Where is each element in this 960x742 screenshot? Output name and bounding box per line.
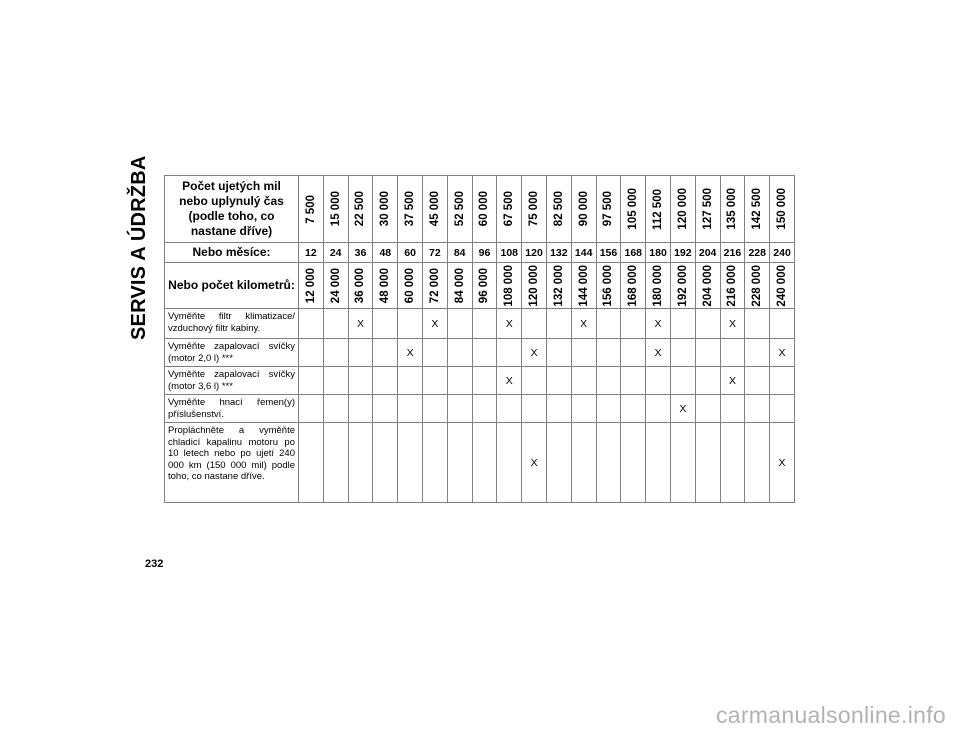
service-mark xyxy=(621,367,646,395)
service-mark xyxy=(522,309,547,339)
km-cell xyxy=(596,263,621,309)
km-value: 60 000 xyxy=(404,267,417,304)
service-mark xyxy=(299,395,324,423)
miles-value: 97 500 xyxy=(602,191,615,227)
months-value: 96 xyxy=(472,243,497,263)
service-mark xyxy=(299,367,324,395)
miles-cell xyxy=(670,176,695,243)
service-mark xyxy=(596,367,621,395)
service-mark xyxy=(398,367,423,395)
service-mark: X xyxy=(398,339,423,367)
km-cell xyxy=(373,263,398,309)
service-mark xyxy=(571,423,596,503)
miles-cell xyxy=(720,176,745,243)
service-mark xyxy=(745,423,770,503)
service-mark: X xyxy=(422,309,447,339)
service-mark xyxy=(472,423,497,503)
service-mark xyxy=(299,309,324,339)
miles-value: 30 000 xyxy=(379,191,392,227)
miles-value: 82 500 xyxy=(552,191,565,227)
service-mark xyxy=(472,309,497,339)
miles-value: 150 000 xyxy=(776,188,789,230)
service-mark xyxy=(596,395,621,423)
months-value: 48 xyxy=(373,243,398,263)
km-value: 204 000 xyxy=(701,264,714,307)
service-mark xyxy=(472,367,497,395)
months-value: 120 xyxy=(522,243,547,263)
table-row xyxy=(165,395,795,423)
service-mark: X xyxy=(720,309,745,339)
miles-cell xyxy=(596,176,621,243)
service-mark xyxy=(745,367,770,395)
service-mark: X xyxy=(522,339,547,367)
miles-value: 135 000 xyxy=(726,188,739,230)
months-value: 132 xyxy=(546,243,571,263)
service-mark xyxy=(546,339,571,367)
km-cell xyxy=(497,263,522,309)
service-mark xyxy=(422,423,447,503)
service-mark xyxy=(323,309,348,339)
km-value: 228 000 xyxy=(751,264,764,307)
service-mark xyxy=(670,309,695,339)
section-title: SERVIS A ÚDRŽBA xyxy=(128,155,150,340)
service-mark xyxy=(571,367,596,395)
miles-value: 15 000 xyxy=(329,191,342,227)
miles-value: 90 000 xyxy=(577,191,590,227)
service-mark xyxy=(695,339,720,367)
months-value: 228 xyxy=(745,243,770,263)
km-value: 180 000 xyxy=(652,264,665,307)
miles-value: 75 000 xyxy=(528,191,541,227)
service-mark xyxy=(621,423,646,503)
miles-cell xyxy=(422,176,447,243)
service-mark xyxy=(348,395,373,423)
service-task-label: Vyměňte hnací řemen(y) příslušenství. xyxy=(165,395,299,423)
service-mark: X xyxy=(770,339,795,367)
service-mark xyxy=(422,339,447,367)
miles-cell xyxy=(447,176,472,243)
km-value: 72 000 xyxy=(428,267,441,304)
miles-value: 67 500 xyxy=(503,191,516,227)
miles-cell xyxy=(373,176,398,243)
service-mark xyxy=(695,309,720,339)
service-mark xyxy=(323,423,348,503)
months-value: 12 xyxy=(299,243,324,263)
service-mark xyxy=(720,339,745,367)
service-mark xyxy=(770,395,795,423)
service-mark xyxy=(323,339,348,367)
km-value: 12 000 xyxy=(304,267,317,304)
months-value: 36 xyxy=(348,243,373,263)
miles-header-row xyxy=(165,176,795,243)
km-cell xyxy=(571,263,596,309)
months-value: 72 xyxy=(422,243,447,263)
service-mark xyxy=(571,339,596,367)
service-mark xyxy=(646,367,671,395)
miles-value: 127 500 xyxy=(701,188,714,230)
service-mark xyxy=(546,423,571,503)
service-mark xyxy=(646,423,671,503)
km-value: 48 000 xyxy=(379,267,392,304)
km-cell xyxy=(447,263,472,309)
service-mark xyxy=(745,395,770,423)
months-value: 204 xyxy=(695,243,720,263)
months-value: 84 xyxy=(447,243,472,263)
table-row xyxy=(165,423,795,503)
maintenance-schedule-table xyxy=(164,175,795,503)
service-mark: X xyxy=(522,423,547,503)
miles-cell xyxy=(646,176,671,243)
km-value: 108 000 xyxy=(503,264,516,307)
km-value: 216 000 xyxy=(726,264,739,307)
months-value: 168 xyxy=(621,243,646,263)
service-mark xyxy=(670,423,695,503)
km-cell xyxy=(472,263,497,309)
table-row xyxy=(165,339,795,367)
km-value: 156 000 xyxy=(602,264,615,307)
service-mark xyxy=(398,309,423,339)
miles-value: 45 000 xyxy=(428,191,441,227)
service-mark xyxy=(522,367,547,395)
service-mark xyxy=(497,339,522,367)
km-cell xyxy=(299,263,324,309)
service-mark xyxy=(596,309,621,339)
service-mark xyxy=(546,395,571,423)
service-mark xyxy=(299,423,324,503)
service-mark xyxy=(447,309,472,339)
months-value: 192 xyxy=(670,243,695,263)
service-mark xyxy=(745,339,770,367)
miles-value: 142 500 xyxy=(751,188,764,230)
months-value: 24 xyxy=(323,243,348,263)
months-header-label: Nebo měsíce: xyxy=(165,243,299,263)
service-mark xyxy=(398,395,423,423)
months-header-row xyxy=(165,243,795,263)
service-mark xyxy=(720,395,745,423)
miles-cell xyxy=(398,176,423,243)
miles-value: 7 500 xyxy=(304,194,317,224)
service-mark xyxy=(621,339,646,367)
service-task-label: Vyměňte zapalovací svíčky (motor 3,6 l) *** xyxy=(165,367,299,395)
km-cell xyxy=(522,263,547,309)
service-mark: X xyxy=(497,367,522,395)
service-task-label: Vyměňte filtr klimatizace/ vzduchový filtr kabiny. xyxy=(165,309,299,339)
km-cell xyxy=(323,263,348,309)
service-mark xyxy=(695,423,720,503)
service-mark xyxy=(373,309,398,339)
miles-cell xyxy=(348,176,373,243)
months-value: 60 xyxy=(398,243,423,263)
miles-cell xyxy=(497,176,522,243)
service-mark xyxy=(447,423,472,503)
service-mark xyxy=(323,367,348,395)
table-row xyxy=(165,367,795,395)
service-mark xyxy=(472,339,497,367)
service-mark: X xyxy=(348,309,373,339)
miles-cell xyxy=(770,176,795,243)
service-mark xyxy=(422,395,447,423)
miles-cell xyxy=(621,176,646,243)
service-mark xyxy=(348,367,373,395)
service-mark xyxy=(472,395,497,423)
km-cell xyxy=(770,263,795,309)
km-value: 24 000 xyxy=(329,267,342,304)
km-value: 84 000 xyxy=(453,267,466,304)
miles-cell xyxy=(571,176,596,243)
service-mark: X xyxy=(646,339,671,367)
miles-value: 52 500 xyxy=(453,191,466,227)
service-mark xyxy=(571,395,596,423)
service-mark: X xyxy=(770,423,795,503)
km-cell xyxy=(398,263,423,309)
km-value: 132 000 xyxy=(552,264,565,307)
service-mark xyxy=(373,339,398,367)
service-mark xyxy=(497,395,522,423)
service-mark xyxy=(497,423,522,503)
km-header-row xyxy=(165,263,795,309)
km-cell xyxy=(745,263,770,309)
service-mark xyxy=(447,367,472,395)
service-mark xyxy=(720,423,745,503)
km-value: 168 000 xyxy=(627,264,640,307)
service-mark xyxy=(447,339,472,367)
watermark: carmanualsonline.info xyxy=(715,702,946,728)
service-mark xyxy=(695,367,720,395)
service-mark: X xyxy=(670,395,695,423)
service-mark xyxy=(770,367,795,395)
miles-cell xyxy=(323,176,348,243)
miles-value: 22 500 xyxy=(354,191,367,227)
service-mark xyxy=(373,423,398,503)
service-mark: X xyxy=(497,309,522,339)
km-value: 192 000 xyxy=(676,264,689,307)
miles-value: 120 000 xyxy=(676,188,689,230)
km-value: 144 000 xyxy=(577,264,590,307)
months-value: 108 xyxy=(497,243,522,263)
service-mark xyxy=(522,395,547,423)
service-mark: X xyxy=(720,367,745,395)
service-mark xyxy=(348,339,373,367)
km-value: 96 000 xyxy=(478,267,491,304)
service-mark xyxy=(398,423,423,503)
km-cell xyxy=(695,263,720,309)
service-mark xyxy=(695,395,720,423)
months-value: 180 xyxy=(646,243,671,263)
service-mark xyxy=(447,395,472,423)
miles-cell xyxy=(546,176,571,243)
service-mark xyxy=(373,367,398,395)
km-cell xyxy=(422,263,447,309)
service-mark: X xyxy=(646,309,671,339)
km-cell xyxy=(348,263,373,309)
miles-cell xyxy=(745,176,770,243)
service-mark xyxy=(670,367,695,395)
service-mark xyxy=(422,367,447,395)
miles-value: 60 000 xyxy=(478,191,491,227)
service-mark xyxy=(646,395,671,423)
service-mark xyxy=(621,309,646,339)
service-mark xyxy=(670,339,695,367)
months-value: 240 xyxy=(770,243,795,263)
service-mark xyxy=(546,367,571,395)
service-mark xyxy=(621,395,646,423)
miles-header-label: Počet ujetých mil nebo uplynulý čas (podle toho, co nastane dříve) xyxy=(165,176,299,243)
service-mark xyxy=(323,395,348,423)
km-header-label: Nebo počet kilometrů: xyxy=(165,263,299,309)
miles-cell xyxy=(695,176,720,243)
miles-cell xyxy=(299,176,324,243)
km-cell xyxy=(670,263,695,309)
miles-value: 112 500 xyxy=(652,188,665,230)
service-mark xyxy=(596,423,621,503)
km-cell xyxy=(621,263,646,309)
service-mark xyxy=(348,423,373,503)
km-value: 120 000 xyxy=(528,264,541,307)
service-mark: X xyxy=(571,309,596,339)
miles-cell xyxy=(522,176,547,243)
service-mark xyxy=(546,309,571,339)
service-mark xyxy=(745,309,770,339)
miles-cell xyxy=(472,176,497,243)
months-value: 144 xyxy=(571,243,596,263)
service-task-label: Vyměňte zapalovací svíčky (motor 2,0 l) *** xyxy=(165,339,299,367)
service-mark xyxy=(770,309,795,339)
page-number: 232 xyxy=(145,558,164,570)
service-mark xyxy=(596,339,621,367)
km-cell xyxy=(646,263,671,309)
km-cell xyxy=(546,263,571,309)
service-mark xyxy=(373,395,398,423)
months-value: 216 xyxy=(720,243,745,263)
months-value: 156 xyxy=(596,243,621,263)
km-value: 36 000 xyxy=(354,267,367,304)
km-value: 240 000 xyxy=(776,264,789,307)
service-task-label: Propláchněte a vyměňte chladicí kapalinu motoru po 10 letech nebo po ujetí 240 000 km (150 000 mil) podle toho, co nastane dříve. xyxy=(165,423,299,503)
km-cell xyxy=(720,263,745,309)
miles-value: 37 500 xyxy=(404,191,417,227)
miles-value: 105 000 xyxy=(627,188,640,230)
service-mark xyxy=(299,339,324,367)
table-row xyxy=(165,309,795,339)
